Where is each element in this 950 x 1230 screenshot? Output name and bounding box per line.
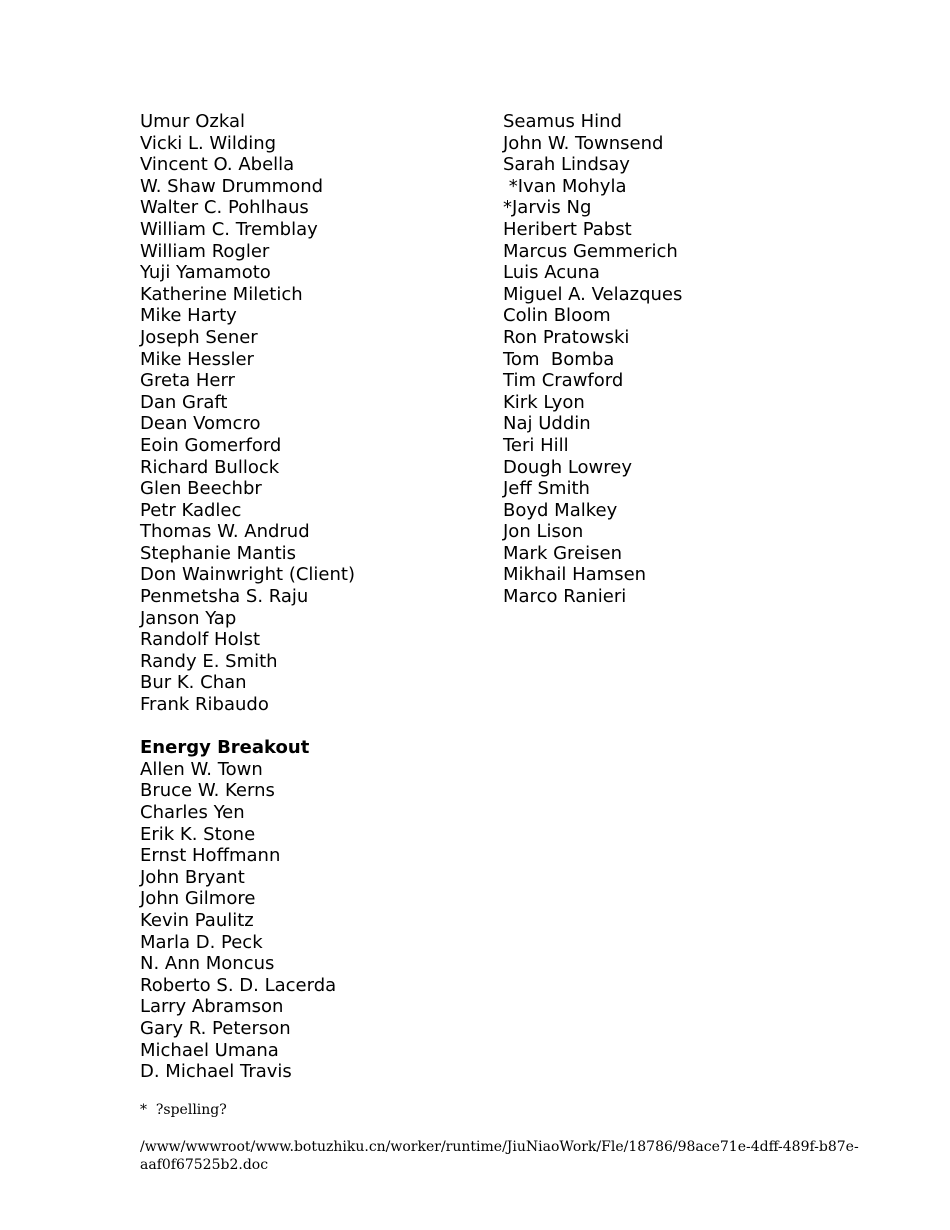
name-entry: *Ivan Mohyla [503, 175, 627, 197]
energy-breakout-list [140, 759, 480, 1083]
right-column [503, 111, 843, 608]
name-entry: Tim Crawford [503, 370, 624, 392]
name-entry: Eoin Gomerford [140, 434, 282, 456]
name-entry: John Bryant [140, 866, 245, 888]
name-entry: Naj Uddin [503, 413, 591, 435]
name-entry: Mikhail Hamsen [503, 564, 647, 586]
name-entry: Mark Greisen [503, 542, 622, 564]
name-entry: Boyd Malkey [503, 499, 618, 521]
name-entry: Randy E. Smith [140, 650, 278, 672]
name-entry: Walter C. Pohlhaus [140, 197, 309, 219]
name-entry: Luis Acuna [503, 262, 600, 284]
name-entry: Roberto S. D. Lacerda [140, 974, 337, 996]
name-entry: Ron Pratowski [503, 326, 630, 348]
name-entry: William Rogler [140, 240, 270, 262]
name-entry: Marco Ranieri [503, 586, 627, 608]
name-entry: Charles Yen [140, 802, 245, 823]
name-entry: Miguel A. Velazques [503, 283, 683, 305]
left-column [140, 111, 480, 1083]
name-entry: Heribert Pabst [503, 218, 632, 240]
name-entry: Teri Hill [503, 434, 569, 456]
name-entry: Bruce W. Kerns [140, 780, 275, 802]
name-entry: Dan Graft [140, 391, 228, 413]
file-path-line: aaf0f67525b2.doc [140, 1157, 269, 1173]
name-entry: Thomas W. Andrud [140, 521, 310, 543]
name-entry: Joseph Sener [140, 326, 258, 348]
attendee-list-right [503, 111, 843, 608]
name-entry: Marcus Gemmerich [503, 240, 678, 262]
name-entry: Yuji Yamamoto [140, 262, 271, 284]
name-entry: Dough Lowrey [503, 456, 633, 478]
name-entry: Vicki L. Wilding [140, 132, 277, 154]
name-entry: Mike Harty [140, 305, 237, 327]
name-entry: Michael Umana [140, 1039, 279, 1061]
name-entry: Kevin Paulitz [140, 909, 254, 931]
name-entry: Petr Kadlec [140, 499, 242, 521]
name-entry: D. Michael Travis [140, 1061, 292, 1083]
name-entry: Katherine Miletich [140, 283, 303, 305]
spelling-footnote: * ?spelling? [140, 1102, 227, 1118]
name-entry: Kirk Lyon [503, 391, 585, 413]
name-entry: Bur K. Chan [140, 672, 247, 694]
name-entry: Marla D. Peck [140, 931, 263, 953]
name-entry: Ernst Hoffmann [140, 845, 281, 867]
name-entry: Sarah Lindsay [503, 154, 630, 176]
name-entry: N. Ann Moncus [140, 953, 275, 975]
name-entry: Dean Vomcro [140, 413, 261, 435]
name-entry: Greta Herr [140, 370, 235, 392]
name-entry: Colin Bloom [503, 305, 611, 327]
name-entry: Jeff Smith [503, 478, 590, 500]
name-entry: W. Shaw Drummond [140, 175, 324, 197]
file-path-footer [140, 1138, 859, 1174]
name-entry: Seamus Hind [503, 111, 622, 132]
section-gap [140, 716, 480, 738]
name-entry: Gary R. Peterson [140, 1017, 291, 1039]
name-entry: Janson Yap [140, 607, 237, 629]
name-entry: Umur Ozkal [140, 111, 245, 132]
file-path-line: /www/wwwroot/www.botuzhiku.cn/worker/runtime/JiuNiaoWork/Fle/18786/98ace71e-4dff-489f-b87e- [140, 1139, 859, 1155]
energy-breakout-heading: Energy Breakout [140, 737, 310, 759]
name-entry: John W. Townsend [503, 132, 664, 154]
name-entry: William C. Tremblay [140, 218, 318, 240]
name-entry: Randolf Holst [140, 629, 261, 651]
name-entry: *Jarvis Ng [503, 197, 592, 219]
name-entry: Glen Beechbr [140, 478, 262, 500]
attendee-list-left [140, 111, 480, 716]
name-entry: Don Wainwright (Client) [140, 564, 355, 586]
name-entry: Stephanie Mantis [140, 542, 297, 564]
name-entry: Richard Bullock [140, 456, 280, 478]
name-entry: Erik K. Stone [140, 823, 256, 845]
name-entry: Mike Hessler [140, 348, 254, 370]
name-entry: Larry Abramson [140, 996, 284, 1018]
name-entry: Frank Ribaudo [140, 694, 269, 716]
name-entry: Tom Bomba [503, 348, 615, 370]
name-entry: John Gilmore [140, 888, 256, 910]
name-entry: Vincent O. Abella [140, 154, 295, 176]
name-entry: Jon Lison [503, 521, 584, 543]
name-entry: Allen W. Town [140, 758, 263, 780]
name-entry: Penmetsha S. Raju [140, 586, 309, 608]
